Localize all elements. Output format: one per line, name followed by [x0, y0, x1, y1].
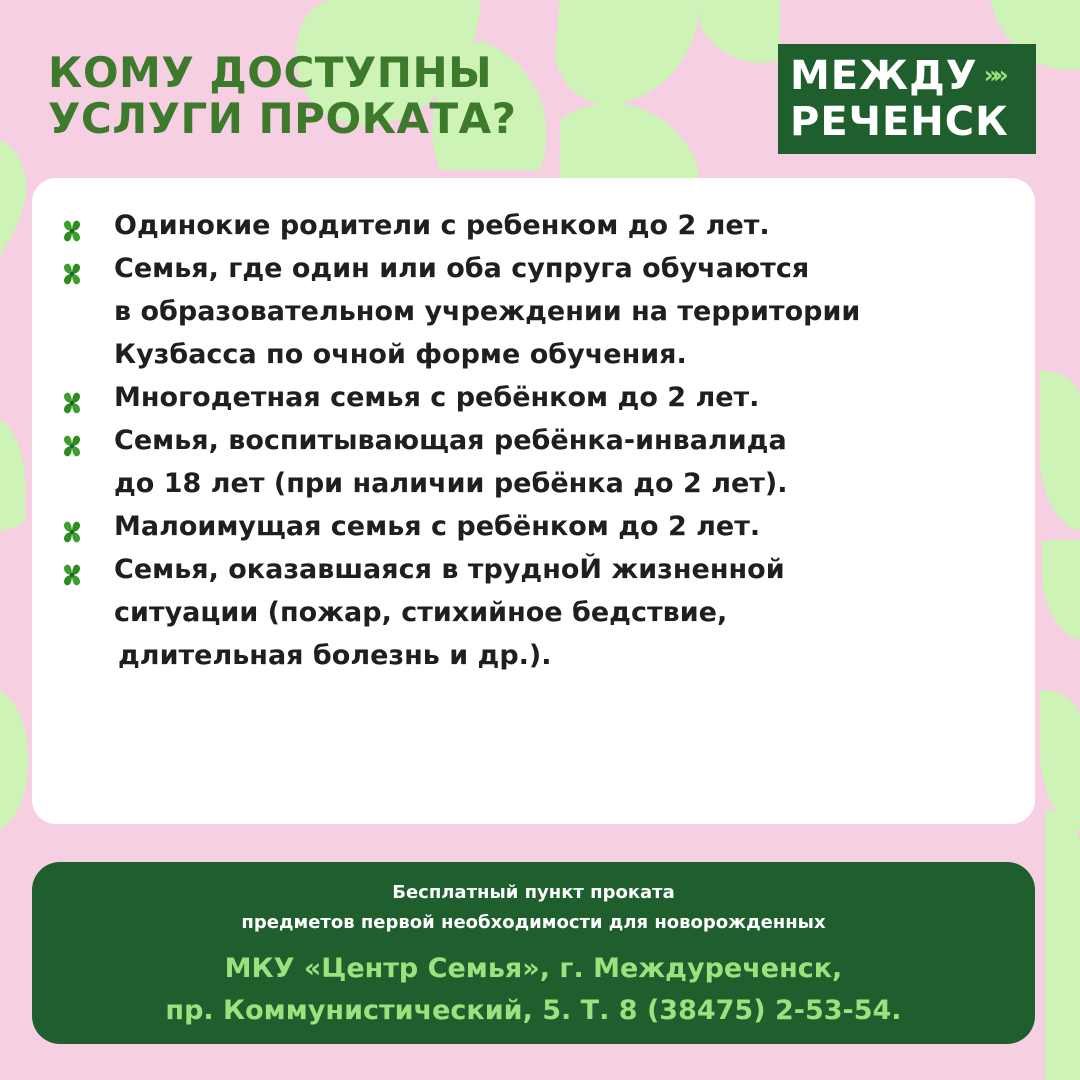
list-item — [60, 247, 860, 376]
list-item-text: Семья, где один или оба супруга обучаются — [114, 253, 810, 284]
list-item — [60, 376, 860, 419]
list-item-text: Одинокие родители с ребенком до 2 лет. — [114, 210, 770, 241]
list-item — [60, 505, 860, 548]
clover-bullet-icon — [60, 385, 84, 409]
logo-line-2: РЕЧЕНСК — [790, 99, 1009, 145]
footer-address-line-2: пр. Коммунистический, 5. Т. 8 (38475) 2-53-54. — [165, 995, 902, 1026]
list-item — [60, 548, 860, 677]
list-item-text: Малоимущая семья с ребёнком до 2 лет. — [114, 511, 761, 542]
list-item-text: до 18 лет (при наличии ребёнка до 2 лет). — [114, 468, 788, 499]
city-logo — [778, 44, 1036, 154]
list-item-text: Кузбасса по очной форме обучения. — [114, 339, 687, 370]
page-title — [48, 50, 517, 142]
footer-white-line-2: предметов первой необходимости для новорожденных — [241, 912, 826, 933]
list-item-text: Семья, воспитывающая ребёнка-инвалида — [114, 425, 787, 456]
list-item-text: ситуации (пожар, стихийное бедствие, — [114, 597, 728, 628]
footer-banner — [32, 862, 1035, 1044]
logo-line-1: МЕЖДУ — [790, 53, 978, 99]
logo-arrows-icon: »» — [983, 61, 1003, 89]
clover-bullet-icon — [60, 256, 84, 280]
list-item-text: в образовательном учреждении на территории — [114, 296, 861, 327]
footer-white-line-1: Бесплатный пункт проката — [392, 882, 675, 903]
list-item-text: Многодетная семья с ребёнком до 2 лет. — [114, 382, 760, 413]
list-item-text: Семья, оказавшаяся в трудноЙ жизненной — [114, 554, 785, 585]
clover-bullet-icon — [60, 557, 84, 581]
clover-bullet-icon — [60, 514, 84, 538]
list-item — [60, 204, 860, 247]
footer-address-line-1: МКУ «Центр Семья», г. Междуреченск, — [224, 953, 843, 984]
title-line-1: КОМУ ДОСТУПНЫ — [48, 48, 493, 97]
clover-bullet-icon — [60, 428, 84, 452]
list-item-text: длительная болезнь и др.). — [118, 640, 552, 671]
eligibility-card — [32, 178, 1035, 824]
list-item — [60, 419, 860, 505]
clover-bullet-icon — [60, 213, 84, 237]
eligibility-list — [60, 204, 860, 677]
title-line-2: УСЛУГИ ПРОКАТА? — [48, 94, 517, 143]
